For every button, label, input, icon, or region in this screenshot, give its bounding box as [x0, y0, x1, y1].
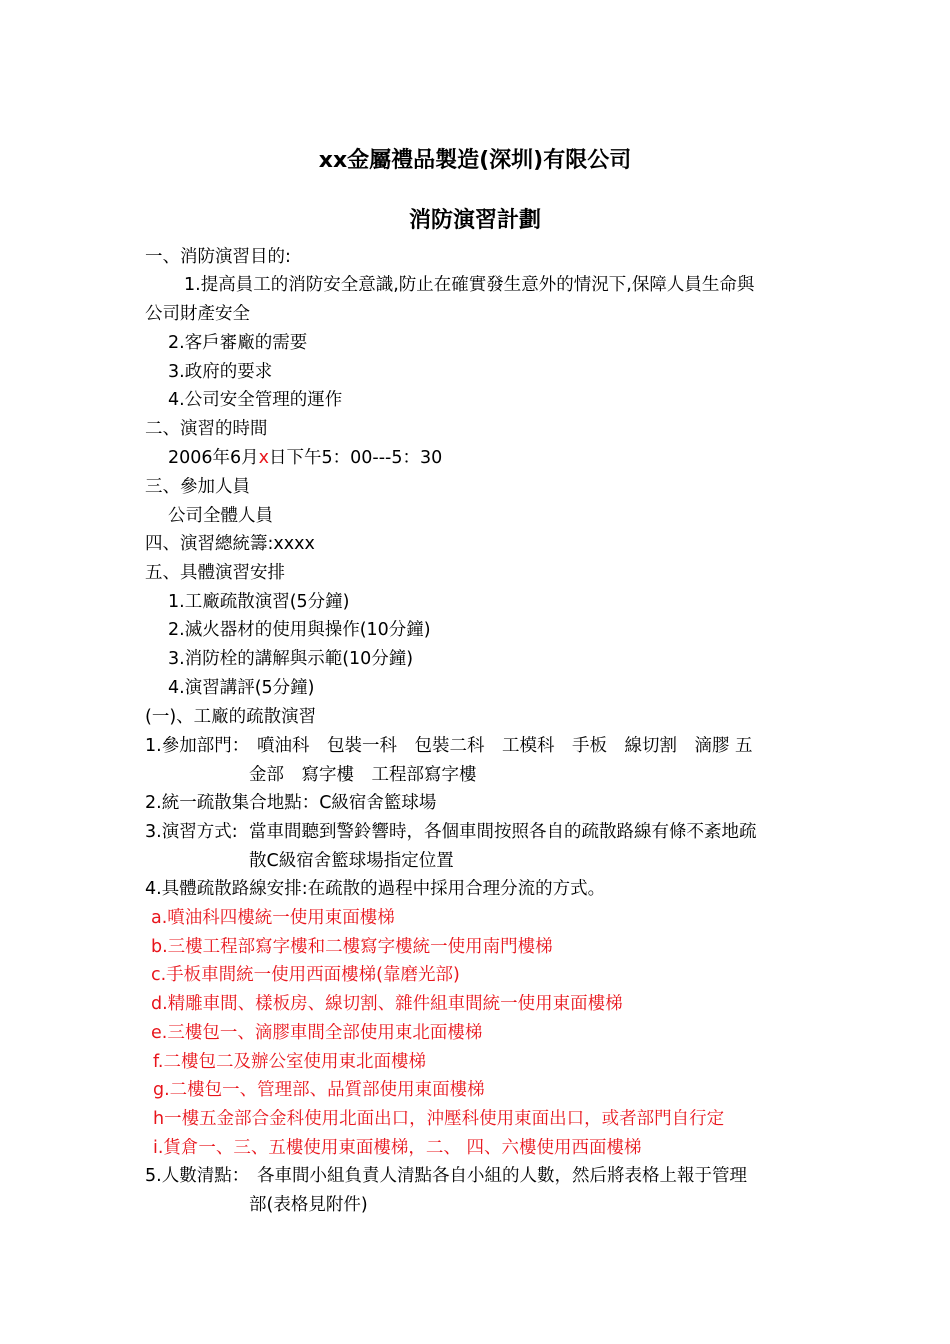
- headcount-label: 5.人數清點：: [145, 1166, 250, 1186]
- drill-time-post: 日下午5：00---5：30: [269, 448, 443, 468]
- departments-line-1: 噴油科 包裝一科 包裝二科 工模科 手板 線切割 滴膠 五: [257, 736, 753, 756]
- route-item: b.三樓工程部寫字樓和二樓寫字樓統一使用南門樓梯: [151, 937, 553, 957]
- section-1-item-1a: 1.提高員工的消防安全意識,防止在確實發生意外的情況下,保障人員生命與: [184, 275, 755, 295]
- headcount-line-2: 部(表格見附件): [249, 1195, 368, 1215]
- assembly-point: 2.統一疏散集合地點：C級宿舍籃球場: [145, 793, 437, 813]
- section-5-item: 3.消防栓的講解與示範(10分鐘): [168, 649, 414, 669]
- route-item: f.二樓包二及辦公室使用東北面樓梯: [153, 1052, 426, 1072]
- drill-method-line-2: 散C級宿舍籃球場指定位置: [249, 851, 454, 871]
- drill-method-line-1: 當車間聽到警鈴響時，各個車間按照各自的疏散路線有條不紊地疏: [249, 822, 757, 842]
- route-item: d.精雕車間、樣板房、線切割、雜件組車間統一使用東面樓梯: [151, 994, 623, 1014]
- drill-time-day-placeholder: x: [258, 448, 270, 468]
- section-2-title: 二、演習的時間: [145, 419, 268, 439]
- section-3-title: 三、參加人員: [145, 477, 250, 497]
- route-arrangement: 4.具體疏散路線安排:在疏散的過程中採用合理分流的方式。: [145, 879, 606, 899]
- headcount-line-1: 各車間小組負責人清點各自小組的人數，然后將表格上報于管理: [257, 1166, 747, 1186]
- route-item: a.噴油科四樓統一使用東面樓梯: [151, 908, 395, 928]
- departments-label: 1.參加部門：: [145, 736, 250, 756]
- route-item: g.二樓包一、管理部、品質部使用東面樓梯: [153, 1080, 485, 1100]
- section-1-item-1b: 公司財產安全: [145, 304, 250, 324]
- subsection-1-title: (一)、工廠的疏散演習: [145, 707, 317, 727]
- section-3-body: 公司全體人員: [168, 506, 273, 526]
- route-item: i.貨倉一、三、五樓使用東面樓梯，二、 四、六樓使用西面樓梯: [153, 1138, 642, 1158]
- departments-line-2: 金部 寫字樓 工程部寫字樓: [249, 765, 477, 785]
- section-5-title: 五、具體演習安排: [145, 563, 285, 583]
- drill-time: [168, 446, 442, 470]
- section-4-title: 四、演習總統籌:xxxx: [145, 534, 315, 554]
- drill-time-pre: 2006年6月: [168, 448, 259, 468]
- drill-method-label: 3.演習方式:: [145, 822, 238, 842]
- route-item: h一樓五金部合金科使用北面出口，沖壓科使用東面出口，或者部門自行定: [153, 1109, 725, 1129]
- section-1-item-3: 3.政府的要求: [168, 362, 273, 382]
- route-item: c.手板車間統一使用西面樓梯(靠磨光部): [151, 965, 460, 985]
- section-1-item-2: 2.客戶審廠的需要: [168, 333, 308, 353]
- section-5-item: 1.工廠疏散演習(5分鐘): [168, 592, 350, 612]
- document-heading: 消防演習計劃: [408, 208, 541, 233]
- section-1-title: 一、消防演習目的:: [145, 247, 291, 267]
- section-5-item: 2.滅火器材的使用與操作(10分鐘): [168, 620, 431, 640]
- route-item: e.三樓包一、滴膠車間全部使用東北面樓梯: [151, 1023, 483, 1043]
- company-title: xx金屬禮品製造(深圳)有限公司: [318, 148, 632, 173]
- section-5-item: 4.演習講評(5分鐘): [168, 678, 315, 698]
- section-1-item-4: 4.公司安全管理的運作: [168, 390, 343, 410]
